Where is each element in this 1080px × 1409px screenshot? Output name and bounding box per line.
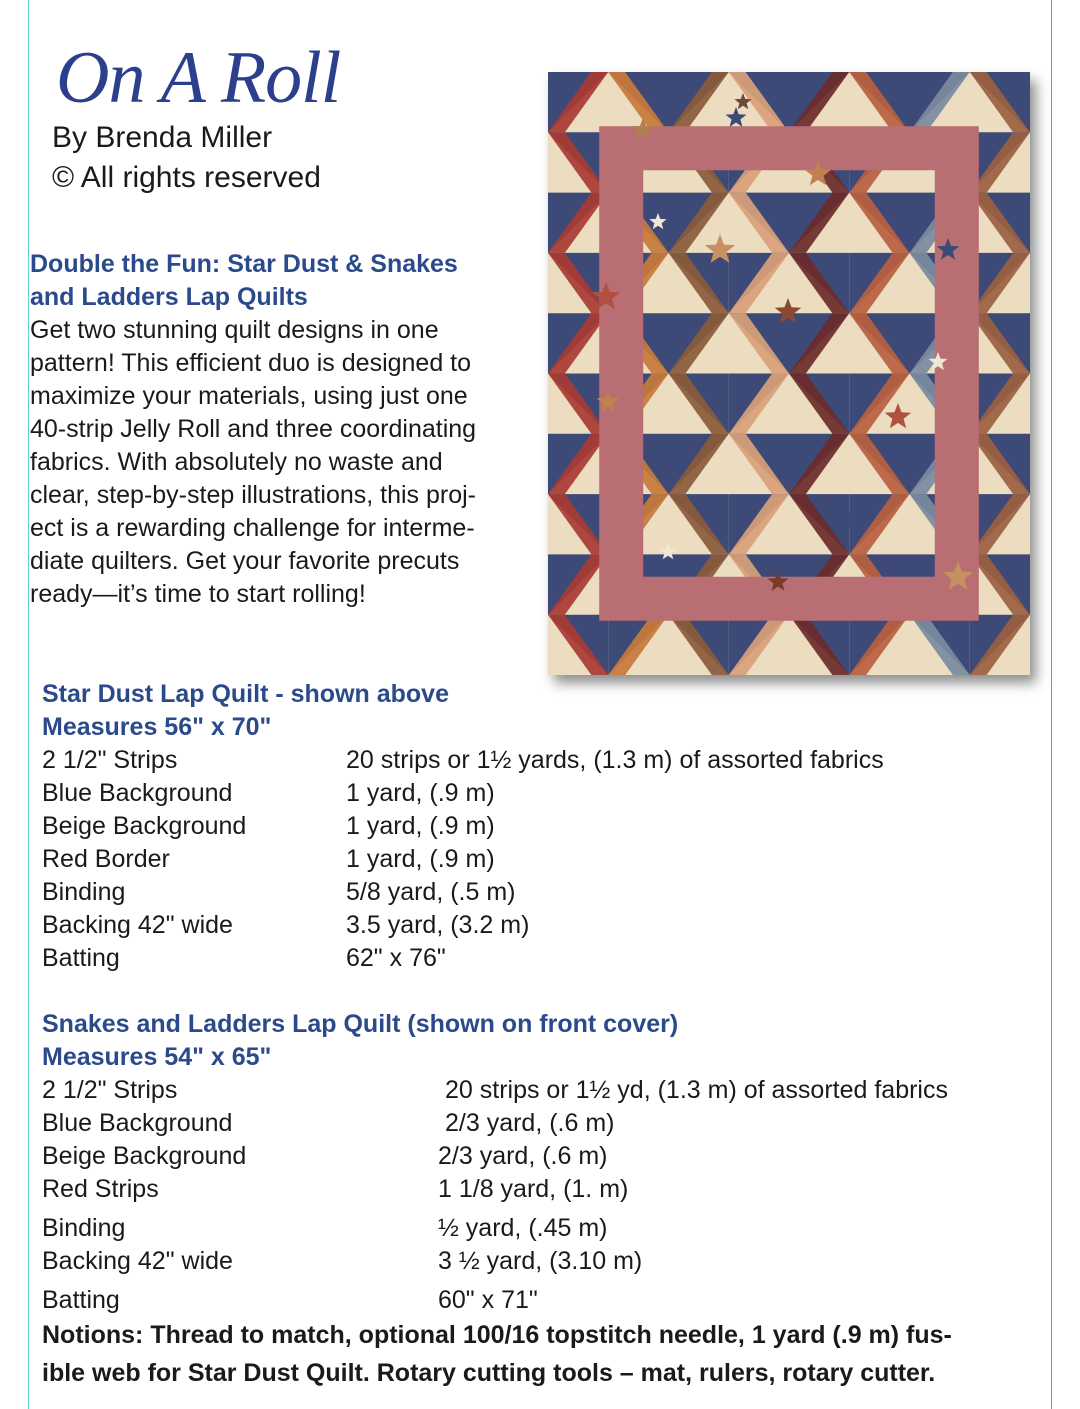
star-dust-measures: Measures 56" x 70": [42, 713, 272, 741]
snakes-ladders-materials: [42, 1008, 1042, 1317]
material-amount: 2/3 yard, (.6 m): [438, 1142, 608, 1170]
material-amount: ½ yard, (.45 m): [438, 1214, 608, 1242]
material-row: [42, 810, 1042, 843]
material-amount: 20 strips or 1½ yards, (1.3 m) of assorted fabrics: [346, 746, 884, 774]
intro-line: clear, step-by-step illustrations, this proj-: [30, 481, 477, 509]
notions-line-1: Notions: Thread to match, optional 100/16 topstitch needle, 1 yard (.9 m) fus-: [42, 1321, 952, 1349]
intro-heading-line-2: and Ladders Lap Quilts: [30, 283, 308, 311]
intro-block: [30, 248, 530, 611]
material-row: [42, 1140, 1042, 1173]
quilt-illustration: [548, 72, 1030, 675]
margin-guide-right: [1051, 0, 1052, 1409]
material-amount: 1 yard, (.9 m): [346, 812, 495, 840]
star-dust-quilt-photo: [548, 72, 1030, 675]
intro-heading-line-1: Double the Fun: Star Dust & Snakes: [30, 250, 458, 278]
material-amount: 1 yard, (.9 m): [346, 779, 495, 807]
intro-body: [30, 314, 530, 611]
byline: [52, 118, 321, 198]
intro-line: ready—it’s time to start rolling!: [30, 580, 366, 608]
material-amount: 20 strips or 1½ yd, (1.3 m) of assorted fabrics: [445, 1076, 948, 1104]
snakes-ladders-title: Snakes and Ladders Lap Quilt (shown on front cover): [42, 1010, 679, 1038]
intro-line: fabrics. With absolutely no waste and: [30, 448, 443, 476]
material-row: [42, 1284, 1042, 1317]
material-label: Binding: [42, 878, 126, 906]
material-amount: 1 1/8 yard, (1. m): [438, 1175, 629, 1203]
material-label: Beige Background: [42, 812, 247, 840]
material-amount: 3.5 yard, (3.2 m): [346, 911, 530, 939]
material-row: [42, 843, 1042, 876]
material-label: Red Border: [42, 845, 170, 873]
material-label: Batting: [42, 944, 120, 972]
intro-line: 40-strip Jelly Roll and three coordinating: [30, 415, 477, 443]
pattern-title: On A Roll: [56, 37, 341, 119]
material-label: Blue Background: [42, 779, 233, 807]
intro-line: Get two stunning quilt designs in one: [30, 316, 439, 344]
material-row: [42, 744, 1042, 777]
material-label: Beige Background: [42, 1142, 247, 1170]
notions: [42, 1316, 1052, 1392]
material-row: [42, 942, 1042, 975]
material-amount: 3 ½ yard, (3.10 m): [438, 1247, 643, 1275]
intro-line: diate quilters. Get your favorite precuts: [30, 547, 460, 575]
margin-guide-left: [28, 0, 29, 1409]
material-row: [42, 1074, 1042, 1107]
author-line: By Brenda Miller: [52, 121, 273, 154]
material-row: [42, 1173, 1042, 1206]
intro-line: ect is a rewarding challenge for interme-: [30, 514, 475, 542]
material-label: Batting: [42, 1286, 120, 1314]
star-dust-title: Star Dust Lap Quilt - shown above: [42, 680, 449, 708]
material-row: [42, 1107, 1042, 1140]
material-amount: 5/8 yard, (.5 m): [346, 878, 516, 906]
material-row: [42, 876, 1042, 909]
material-label: 2 1/2" Strips: [42, 1076, 178, 1104]
star-dust-materials: [42, 678, 1042, 975]
material-amount: 1 yard, (.9 m): [346, 845, 495, 873]
intro-heading: [30, 248, 530, 314]
material-amount: 2/3 yard, (.6 m): [445, 1109, 615, 1137]
rights-line: © All rights reserved: [52, 161, 321, 194]
snakes-ladders-measures: Measures 54" x 65": [42, 1043, 272, 1071]
material-row: [42, 909, 1042, 942]
notions-line-2: ible web for Star Dust Quilt. Rotary cutting tools – mat, rulers, rotary cutter.: [42, 1359, 936, 1387]
material-amount: 60" x 71": [438, 1286, 538, 1314]
material-row: [42, 777, 1042, 810]
material-label: Backing 42" wide: [42, 1247, 233, 1275]
material-row: [42, 1212, 1042, 1245]
material-label: Red Strips: [42, 1175, 159, 1203]
intro-line: maximize your materials, using just one: [30, 382, 468, 410]
material-label: Backing 42" wide: [42, 911, 233, 939]
material-label: Binding: [42, 1214, 126, 1242]
intro-line: pattern! This efficient duo is designed to: [30, 349, 472, 377]
material-label: 2 1/2" Strips: [42, 746, 178, 774]
material-row: [42, 1245, 1042, 1278]
material-label: Blue Background: [42, 1109, 233, 1137]
material-amount: 62" x 76": [346, 944, 446, 972]
